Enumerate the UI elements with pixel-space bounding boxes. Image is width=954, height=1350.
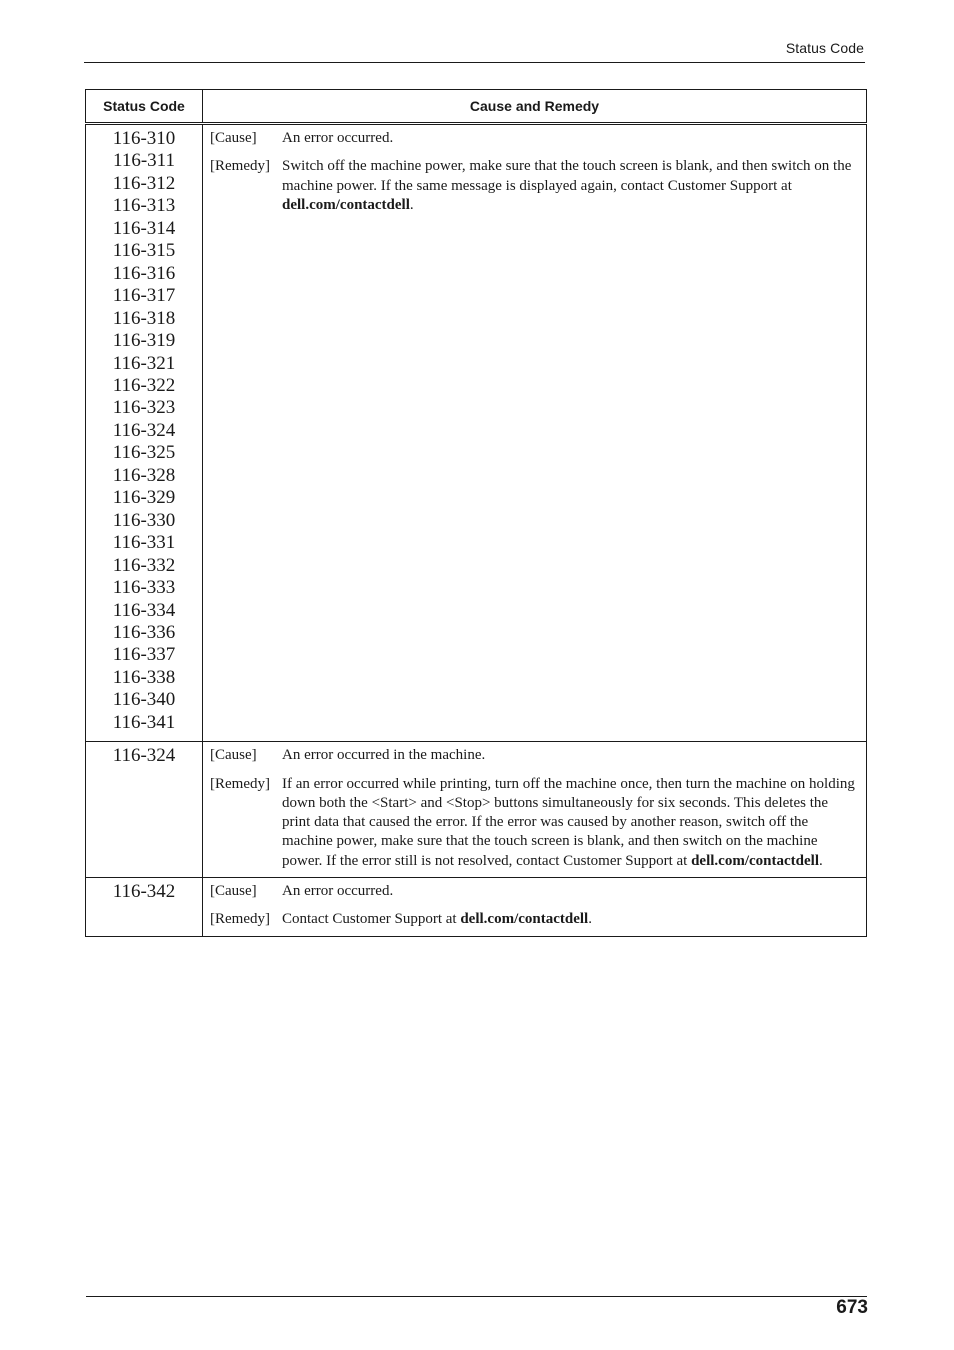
cause-remedy-cell <box>203 878 867 937</box>
page-number: 673 <box>836 1297 868 1318</box>
remedy-text <box>282 775 858 871</box>
status-code: 116-317 <box>112 285 176 307</box>
remedy-text <box>282 157 858 215</box>
status-code: 116-325 <box>112 442 176 464</box>
remedy-body: Contact Customer Support at <box>282 911 461 928</box>
remedy-end: . <box>409 196 414 213</box>
remedy-label: [Remedy] <box>210 775 270 792</box>
status-code: 116-311 <box>113 150 175 172</box>
status-code: 116-338 <box>112 666 176 688</box>
cause-label: [Cause] <box>210 883 257 900</box>
status-code-table <box>85 89 867 937</box>
table-row <box>86 124 867 742</box>
status-code: 116-328 <box>112 464 176 486</box>
remedy-label: [Remedy] <box>210 911 270 928</box>
footer-rule <box>86 1296 867 1297</box>
status-code: 116-312 <box>112 172 176 194</box>
status-code: 116-329 <box>112 487 176 509</box>
status-code: 116-319 <box>112 330 176 352</box>
support-link: dell.com/contactdell <box>282 196 410 213</box>
status-code: 116-310 <box>112 128 176 149</box>
cause-remedy-cell <box>203 124 867 742</box>
cause-label: [Cause] <box>210 130 257 146</box>
status-code: 116-341 <box>112 711 176 733</box>
status-code: 116-332 <box>112 554 176 576</box>
status-code: 116-316 <box>112 262 176 284</box>
status-code: 116-342 <box>112 881 176 903</box>
remedy-entry <box>210 910 858 929</box>
remedy-label: [Remedy] <box>210 158 270 175</box>
support-link: dell.com/contactdell <box>460 911 589 928</box>
remedy-end: . <box>588 911 592 928</box>
cause-entry <box>210 882 858 901</box>
column-header-cause-remedy: Cause and Remedy <box>203 90 867 124</box>
status-code: 116-323 <box>112 397 176 419</box>
cause-entry <box>210 746 858 765</box>
status-code: 116-340 <box>112 689 176 711</box>
remedy-text <box>282 910 858 929</box>
table-header-row <box>86 90 867 124</box>
cause-text: An error occurred. <box>282 883 394 900</box>
status-code: 116-330 <box>112 509 176 531</box>
support-link: dell.com/contactdell <box>691 852 819 869</box>
cause-entry <box>210 129 858 148</box>
header-rule <box>84 62 865 63</box>
table-row <box>86 878 867 937</box>
status-code: 116-333 <box>112 577 176 599</box>
status-code: 116-336 <box>112 621 176 643</box>
remedy-body: If an error occurred while printing, turn off the machine once, then turn the machine on holding down both the <Start> and <Stop> buttons simultaneously for six seconds. This deletes the print data that caused the error. If the error was caused by another reason, switch off the machine power, make sure that the touch screen is blank, and then switch on the machine power. If the error still is not resolved, contact Customer Support at <box>282 775 855 869</box>
status-code: 116-314 <box>112 217 176 239</box>
remedy-body: Switch off the machine power, make sure that the touch screen is blank, and then switch on the machine power. If the same message is displayed again, contact Customer Support at <box>282 158 852 194</box>
running-header-title: Status Code <box>785 40 864 56</box>
status-code: 116-315 <box>112 240 176 262</box>
remedy-entry <box>210 157 858 215</box>
table-row <box>86 742 867 878</box>
cause-label: [Cause] <box>210 747 257 764</box>
remedy-end: . <box>818 852 823 869</box>
status-code: 116-337 <box>112 644 176 666</box>
status-code: 116-321 <box>112 352 176 374</box>
cause-remedy-cell <box>203 742 867 878</box>
cause-text: An error occurred in the machine. <box>282 747 486 764</box>
status-code: 116-324 <box>112 745 176 767</box>
column-header-status-code: Status Code <box>86 90 203 124</box>
remedy-entry <box>210 775 858 871</box>
status-code: 116-322 <box>112 374 176 396</box>
status-code: 116-324 <box>112 419 176 441</box>
status-code-list <box>86 878 203 937</box>
status-code: 116-313 <box>112 195 176 217</box>
status-code: 116-318 <box>112 307 176 329</box>
status-code-list <box>86 742 203 878</box>
status-code: 116-334 <box>112 599 176 621</box>
status-code: 116-331 <box>112 532 176 554</box>
status-code-list <box>86 124 203 742</box>
cause-text: An error occurred. <box>282 130 394 146</box>
